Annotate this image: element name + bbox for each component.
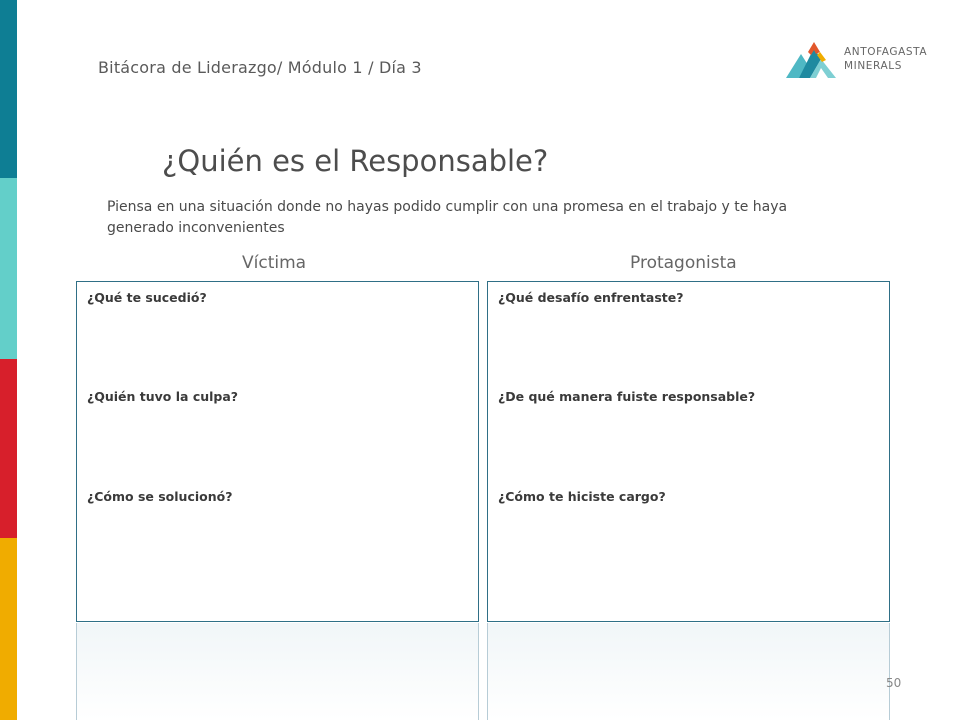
side-bar-red	[0, 359, 17, 538]
logo-wordmark	[844, 45, 927, 73]
breadcrumb: Bitácora de Liderazgo/ Módulo 1 / Día 3	[98, 58, 422, 77]
victima-question-3: ¿Cómo se solucionó?	[87, 489, 233, 504]
company-logo	[784, 38, 944, 84]
protagonista-question-2: ¿De qué manera fuiste responsable?	[498, 389, 756, 404]
heading-victima: Víctima	[242, 253, 307, 273]
victima-question-2: ¿Quién tuvo la culpa?	[87, 389, 239, 404]
victima-question-1: ¿Qué te sucedió?	[87, 290, 207, 305]
victima-box-reflection	[76, 623, 479, 720]
protagonista-question-1: ¿Qué desafío enfrentaste?	[498, 290, 684, 305]
logo-line1: ANTOFAGASTA	[844, 46, 928, 58]
side-bar-teal-light	[0, 178, 17, 359]
protagonista-question-3: ¿Cómo te hiciste cargo?	[498, 489, 666, 504]
intro-text: Piensa en una situación donde no hayas podido cumplir con una promesa en el trabajo y te haya generado inconvenientes	[107, 199, 788, 236]
side-bar-teal-dark	[0, 0, 17, 178]
logo-mountain-icon	[784, 38, 840, 84]
protagonista-box[interactable]	[487, 281, 890, 622]
page-number: 50	[886, 676, 902, 690]
page-title: ¿Quién es el Responsable?	[162, 144, 549, 178]
side-bar-yellow	[0, 538, 17, 720]
victima-box[interactable]	[76, 281, 479, 622]
logo-line2: MINERALS	[844, 60, 903, 72]
side-color-bar	[0, 0, 17, 720]
protagonista-box-reflection	[487, 623, 890, 720]
heading-protagonista: Protagonista	[630, 253, 737, 273]
